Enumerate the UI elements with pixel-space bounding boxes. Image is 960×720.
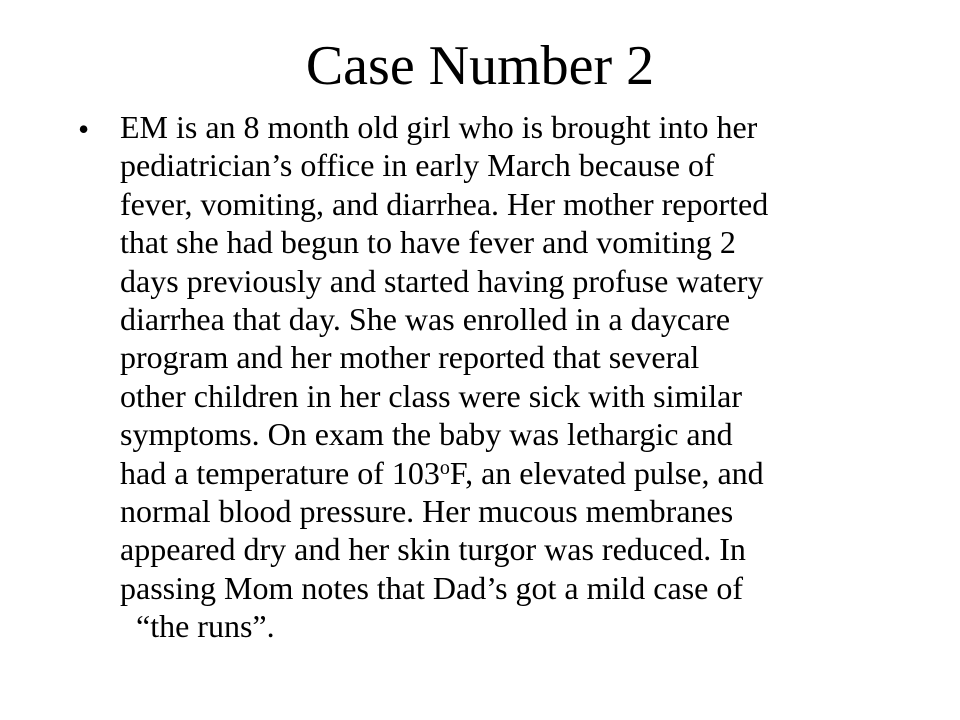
temperature-text-after: F, an elevated pulse, and	[449, 454, 764, 491]
temperature-text-before: had a temperature of 103	[120, 454, 440, 491]
text-line: other children in her class were sick with similar	[120, 377, 743, 414]
degree-superscript: o	[439, 456, 450, 479]
text-line: fever, vomiting, and diarrhea. Her mother reported	[120, 185, 769, 222]
case-description	[120, 108, 878, 646]
text-line: appeared dry and her skin turgor was reduced. In	[120, 531, 746, 568]
text-line: diarrhea that day. She was enrolled in a daycare	[120, 301, 731, 338]
bullet-icon: •	[78, 111, 90, 147]
text-line: symptoms. On exam the baby was lethargic and	[120, 416, 733, 453]
text-line: normal blood pressure. Her mucous membranes	[120, 493, 734, 530]
slide-title: Case Number 2	[305, 35, 655, 97]
bullet-list	[78, 108, 878, 646]
text-line: that she had begun to have fever and vomiting 2	[120, 224, 736, 261]
text-line: passing Mom notes that Dad’s got a mild case of	[120, 569, 744, 606]
bullet-item	[78, 108, 878, 646]
text-line: program and her mother reported that several	[120, 339, 700, 376]
text-line: pediatrician’s office in early March because of	[120, 147, 715, 184]
temperature-line	[120, 454, 878, 492]
text-line: days previously and started having profuse watery	[120, 262, 764, 299]
text-line: EM is an 8 month old girl who is brought into her	[120, 109, 758, 145]
text-line: “the runs”.	[136, 608, 275, 645]
